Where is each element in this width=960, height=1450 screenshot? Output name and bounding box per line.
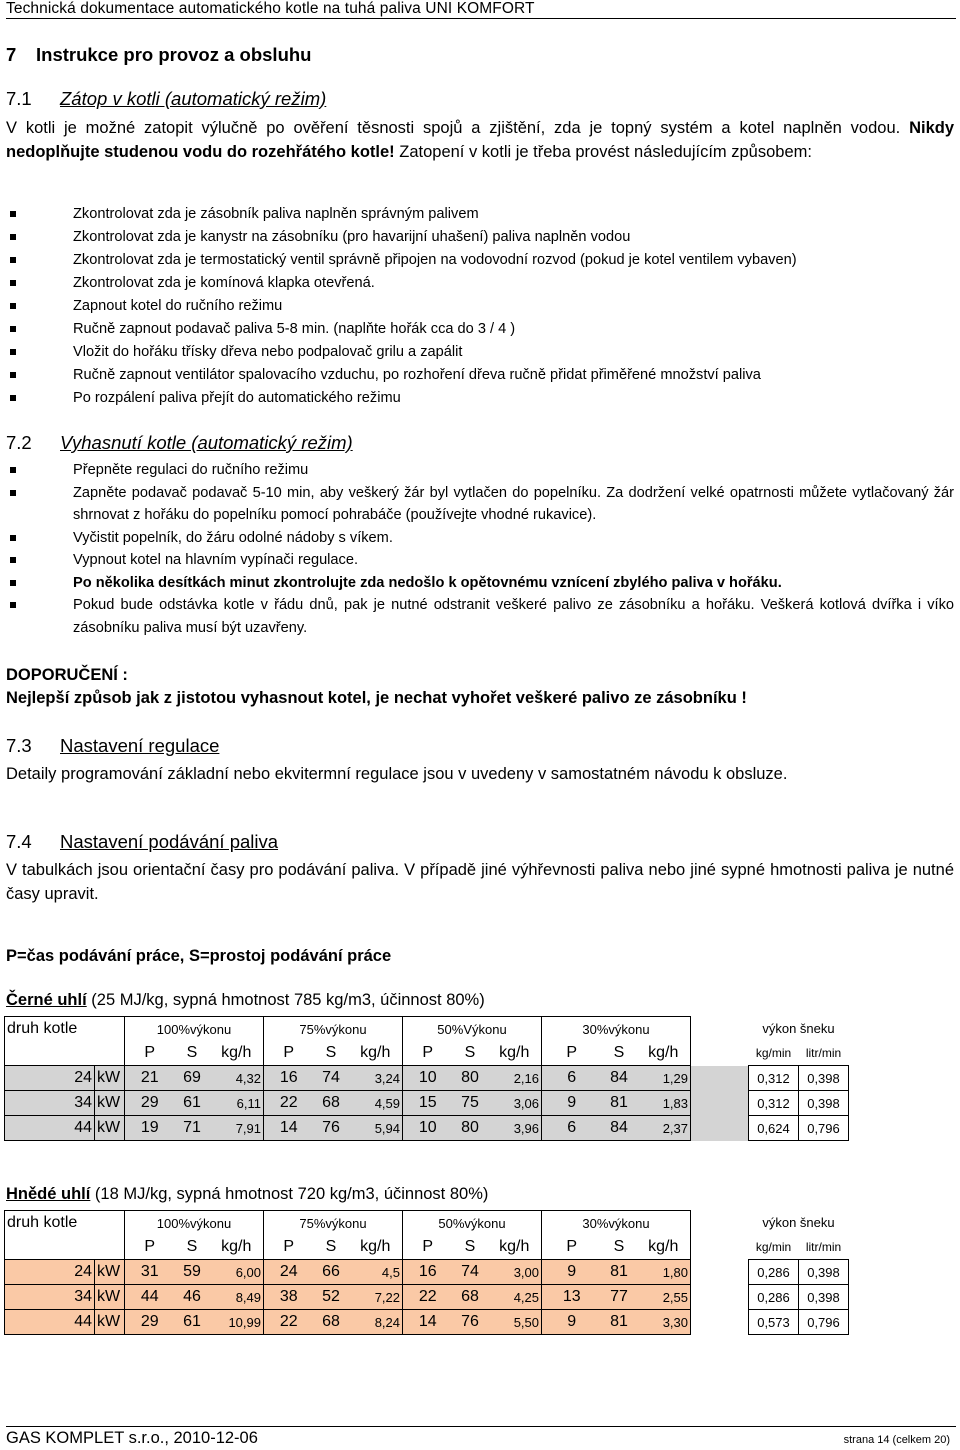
auger-kg-per-min-cell: 0,312 [749, 1066, 799, 1091]
kg-per-hour-cell: 7,22 [349, 1285, 403, 1310]
section-title: Zátop v kotli (automatický režim) [60, 88, 327, 109]
kg-per-hour-cell: 6,11 [210, 1091, 264, 1116]
feed-time-cell: 16 [264, 1066, 314, 1091]
blank-cell [5, 1041, 125, 1066]
feed-time-cell: 9 [542, 1091, 602, 1116]
section-7-4-heading [6, 831, 278, 853]
spacer-cell [691, 1116, 749, 1141]
kg-per-hour-cell: 3,00 [488, 1260, 542, 1285]
auger-litre-per-min-cell: 0,796 [799, 1116, 849, 1141]
list-item: Po několika desítkách minut zkontrolujte zda nedošlo k opětovnému vznícení zbylého paliva v hořáku. [6, 572, 954, 595]
intro-text-a: V kotli je možné zatopit výlučně po ověření těsnosti spojů a zjištění, zda je topný systém a kotel naplněn vodou. [6, 119, 901, 137]
pause-time-cell: 74 [314, 1066, 349, 1091]
pause-time-cell: 81 [602, 1260, 637, 1285]
startup-steps-list [6, 203, 954, 410]
kg-per-hour-header: kg/h [499, 1238, 530, 1255]
pause-time-header: S [464, 1238, 476, 1255]
feed-time-cell: 13 [542, 1285, 602, 1310]
feed-time-header: P [542, 1235, 602, 1260]
feeding-table-brown-coal [4, 1210, 849, 1335]
kg-per-hour-cell: 3,06 [488, 1091, 542, 1116]
litre-per-min-header: litr/min [805, 1240, 842, 1254]
pause-time-cell: 61 [175, 1310, 210, 1335]
kg-per-hour-header: kg/h [360, 1238, 391, 1255]
list-item: Pokud bude odstávka kotle v řádu dnů, pak je nutné odstranit veškeré palivo ze zásobníku a hořáku. Veškerá kotlová dvířka i víko zásobníku paliva musí být uzavřeny. [6, 594, 954, 639]
kg-per-hour-header: kg/h [637, 1041, 691, 1066]
section-7-heading [6, 44, 311, 66]
page-footer [6, 1426, 956, 1448]
feed-time-header: P [264, 1235, 314, 1260]
pause-time-header: S [613, 1044, 625, 1061]
pause-time-cell: 52 [314, 1285, 349, 1310]
feed-time-cell: 21 [125, 1066, 175, 1091]
kg-per-min-header: kg/min [755, 1240, 792, 1254]
table-row [5, 1116, 849, 1141]
section-7-3-text: Detaily programování základní nebo ekvitermní regulace jsou v uvedeny v samostatném návodu k obsluze. [6, 765, 788, 783]
auger-kg-per-min-cell: 0,286 [749, 1285, 799, 1310]
pause-time-cell: 75 [453, 1091, 488, 1116]
kg-per-hour-cell: 2,55 [637, 1285, 691, 1310]
table-row [5, 1310, 849, 1335]
section-7-4-text: V tabulkách jsou orientační časy pro podávání paliva. V případě jiné výhřevnosti paliva nebo jiné sypné hmotnosti paliva je nutné časy upravit. [6, 861, 954, 903]
feed-time-cell: 16 [403, 1260, 453, 1285]
table-row [5, 1091, 849, 1116]
feed-time-header: P [403, 1235, 453, 1260]
warning-text: Nikdy nedoplňujte studenou vodu do rozehřátého kotle! [6, 119, 955, 161]
litre-per-min-header: litr/min [805, 1046, 842, 1060]
kg-per-hour-header: kg/h [637, 1235, 691, 1260]
feed-time-cell: 38 [264, 1285, 314, 1310]
power-unit-cell: kW [95, 1310, 125, 1335]
boiler-power-cell: 24 [5, 1066, 95, 1091]
section-7-1-heading [6, 88, 326, 110]
recommendation-label: DOPORUČENÍ : [6, 666, 128, 684]
section-title: Vyhasnutí kotle (automatický režim) [60, 432, 353, 453]
pause-time-header: S [325, 1044, 337, 1061]
section-7-1-intro [6, 116, 954, 164]
kg-per-hour-cell: 3,96 [488, 1116, 542, 1141]
list-item: Zkontrolovat zda je termostatický ventil správně připojen na vodovodní rozvod (pokud je kotel ventilem vybaven) [6, 249, 954, 272]
auger-litre-per-min-cell: 0,398 [799, 1066, 849, 1091]
kg-per-hour-cell: 8,49 [210, 1285, 264, 1310]
feed-time-header: P [125, 1235, 175, 1260]
spacer-cell [691, 1235, 749, 1260]
kg-per-hour-cell: 3,24 [349, 1066, 403, 1091]
list-item: Zapnout kotel do ručního režimu [6, 295, 954, 318]
auger-litre-per-min-cell: 0,398 [799, 1091, 849, 1116]
table-subheader-row [5, 1041, 849, 1066]
kg-per-hour-cell: 7,91 [210, 1116, 264, 1141]
feed-time-header: P [264, 1041, 314, 1066]
feed-time-cell: 29 [125, 1310, 175, 1335]
feed-time-cell: 14 [264, 1116, 314, 1141]
power-level-header: 100%výkonu [125, 1017, 264, 1042]
boiler-power-cell: 34 [5, 1285, 95, 1310]
list-item: Ručně zapnout podavač paliva 5-8 min. (naplňte hořák cca do 3 / 4 ) [6, 318, 954, 341]
blank-cell [5, 1235, 125, 1260]
pause-time-cell: 68 [314, 1310, 349, 1335]
kg-per-hour-cell: 4,32 [210, 1066, 264, 1091]
pause-time-header: S [186, 1238, 198, 1255]
feed-time-cell: 6 [542, 1116, 602, 1141]
auger-litre-per-min-cell: 0,398 [799, 1285, 849, 1310]
spacer-cell [691, 1285, 749, 1310]
kg-per-hour-cell: 8,24 [349, 1310, 403, 1335]
auger-output-header: výkon šneku [762, 1021, 835, 1037]
spacer-cell [691, 1091, 749, 1116]
kg-per-hour-cell: 2,16 [488, 1066, 542, 1091]
pause-time-cell: 81 [602, 1310, 637, 1335]
kg-per-hour-cell: 1,80 [637, 1260, 691, 1285]
pause-time-cell: 61 [175, 1091, 210, 1116]
power-level-header: 30%výkonu [542, 1017, 691, 1042]
kg-per-hour-header: kg/h [221, 1238, 252, 1255]
pause-time-cell: 74 [453, 1260, 488, 1285]
fuel-spec: (25 MJ/kg, sypná hmotnost 785 kg/m3, účinnost 80%) [86, 991, 485, 1009]
pause-time-cell: 68 [453, 1285, 488, 1310]
table-header-row [5, 1017, 849, 1042]
pause-time-cell: 76 [453, 1310, 488, 1335]
feed-time-cell: 22 [264, 1310, 314, 1335]
power-level-header: 75%výkonu [264, 1017, 403, 1042]
kg-per-hour-cell: 10,99 [210, 1310, 264, 1335]
section-title: Nastavení podávání paliva [60, 831, 279, 852]
auger-kg-per-min-cell: 0,312 [749, 1091, 799, 1116]
feed-time-cell: 31 [125, 1260, 175, 1285]
section-title: Nastavení regulace [60, 735, 220, 756]
feed-time-header: P [403, 1041, 453, 1066]
pause-time-header: S [325, 1238, 337, 1255]
spacer-cell [691, 1310, 749, 1335]
page-number: strana 14 (celkem 20) [843, 1434, 950, 1446]
list-item: Přepněte regulaci do ručního režimu [6, 459, 954, 482]
boiler-power-cell: 34 [5, 1091, 95, 1116]
pause-time-header: S [186, 1044, 198, 1061]
kg-per-hour-cell: 4,59 [349, 1091, 403, 1116]
pause-time-cell: 80 [453, 1066, 488, 1091]
feed-time-cell: 10 [403, 1066, 453, 1091]
power-unit-cell: kW [95, 1116, 125, 1141]
power-level-header: 100%výkonu [125, 1211, 264, 1236]
pause-time-cell: 69 [175, 1066, 210, 1091]
power-level-header: 30%výkonu [542, 1211, 691, 1236]
kg-per-hour-header: kg/h [360, 1044, 391, 1061]
kg-per-hour-cell: 3,30 [637, 1310, 691, 1335]
spacer-cell [691, 1041, 749, 1066]
fuel-name: Hnědé uhlí [6, 1185, 91, 1203]
pause-time-cell: 81 [602, 1091, 637, 1116]
power-level-header: 75%výkonu [264, 1211, 403, 1236]
boiler-power-cell: 44 [5, 1116, 95, 1141]
boiler-power-cell: 44 [5, 1310, 95, 1335]
pause-time-cell: 80 [453, 1116, 488, 1141]
table-subheader-row [5, 1235, 849, 1260]
kg-per-hour-header: kg/h [499, 1044, 530, 1061]
table-row [5, 1066, 849, 1091]
auger-litre-per-min-cell: 0,796 [799, 1310, 849, 1335]
page-header: Technická dokumentace automatického kotle na tuhá paliva UNI KOMFORT [6, 0, 956, 19]
kg-per-min-header: kg/min [755, 1046, 792, 1060]
feed-time-cell: 6 [542, 1066, 602, 1091]
list-item: Zkontrolovat zda je komínová klapka otevřená. [6, 272, 954, 295]
boiler-power-cell: 24 [5, 1260, 95, 1285]
table-header-row [5, 1211, 849, 1236]
feed-time-cell: 44 [125, 1285, 175, 1310]
spacer-cell [691, 1260, 749, 1285]
footer-company: GAS KOMPLET s.r.o., 2010-12-06 [6, 1429, 258, 1447]
list-item: Zkontrolovat zda je zásobník paliva naplněn správným palivem [6, 203, 954, 226]
feed-time-header: P [125, 1041, 175, 1066]
power-level-header: 50%Výkonu [403, 1017, 542, 1042]
list-item: Zapněte podavač podavač 5-10 min, aby veškerý žár byl vytlačen do popelníku. Za dodržení velké opatrnosti můžete vytlačovaný žár shrnovat z hořáku do popelníku pomocí pohrabáče (používejte vhodné rukavice). [6, 482, 954, 527]
pause-time-cell: 84 [602, 1116, 637, 1141]
kg-per-hour-cell: 2,37 [637, 1116, 691, 1141]
feed-time-header: P [542, 1041, 602, 1066]
shutdown-steps-list [6, 459, 954, 639]
section-number: 7.4 [6, 831, 32, 852]
table-2-title [6, 1185, 488, 1204]
pause-time-header: S [613, 1238, 625, 1255]
feed-time-cell: 19 [125, 1116, 175, 1141]
auger-litre-per-min-cell: 0,398 [799, 1260, 849, 1285]
feed-time-cell: 24 [264, 1260, 314, 1285]
auger-kg-per-min-cell: 0,624 [749, 1116, 799, 1141]
list-item: Po rozpálení paliva přejít do automatického režimu [6, 387, 954, 410]
list-item: Vypnout kotel na hlavním vypínači regulace. [6, 549, 954, 572]
power-unit-cell: kW [95, 1066, 125, 1091]
pause-time-cell: 84 [602, 1066, 637, 1091]
pause-time-cell: 71 [175, 1116, 210, 1141]
pause-time-cell: 76 [314, 1116, 349, 1141]
power-unit-cell: kW [95, 1285, 125, 1310]
feed-time-cell: 9 [542, 1260, 602, 1285]
pause-time-cell: 46 [175, 1285, 210, 1310]
recommendation-text: Nejlepší způsob jak z jistotou vyhasnout kotel, je nechat vyhořet veškeré palivo ze zásobníku ! [6, 689, 747, 707]
kg-per-hour-cell: 4,25 [488, 1285, 542, 1310]
section-number: 7.3 [6, 735, 32, 756]
table-row [5, 1285, 849, 1310]
section-number: 7 [6, 44, 17, 65]
feed-time-cell: 14 [403, 1310, 453, 1335]
power-unit-cell: kW [95, 1260, 125, 1285]
pause-time-cell: 59 [175, 1260, 210, 1285]
table-1-title [6, 991, 485, 1010]
section-number: 7.1 [6, 88, 32, 109]
kg-per-hour-cell: 5,94 [349, 1116, 403, 1141]
fuel-spec: (18 MJ/kg, sypná hmotnost 720 kg/m3, účinnost 80%) [90, 1185, 489, 1203]
pause-time-cell: 66 [314, 1260, 349, 1285]
feed-time-cell: 22 [264, 1091, 314, 1116]
list-item: Zkontrolovat zda je kanystr na zásobníku (pro havarijní uhašení) paliva naplněn vodou [6, 226, 954, 249]
table-row [5, 1260, 849, 1285]
feed-time-cell: 10 [403, 1116, 453, 1141]
table-legend: P=čas podávání práce, S=prostoj podávání práce [6, 947, 392, 965]
spacer-cell [691, 1017, 749, 1042]
feed-time-cell: 15 [403, 1091, 453, 1116]
section-7-2-heading [6, 432, 353, 454]
intro-text-b: Zatopení v kotli je třeba provést následujícím způsobem: [394, 143, 812, 161]
list-item: Vyčistit popelník, do žáru odolné nádoby s víkem. [6, 527, 954, 550]
list-item: Vložit do hořáku třísky dřeva nebo podpalovač grilu a zapálit [6, 341, 954, 364]
kg-per-hour-cell: 1,29 [637, 1066, 691, 1091]
list-item: Ručně zapnout ventilátor spalovacího vzduchu, po rozhoření dřeva ručně přidat přiměřené množství paliva [6, 364, 954, 387]
kg-per-hour-cell: 1,83 [637, 1091, 691, 1116]
pause-time-header: S [464, 1044, 476, 1061]
boiler-type-header: druh kotle [5, 1017, 125, 1042]
kg-per-hour-cell: 5,50 [488, 1310, 542, 1335]
feed-time-cell: 9 [542, 1310, 602, 1335]
boiler-type-header: druh kotle [5, 1211, 125, 1236]
kg-per-hour-cell: 4,5 [349, 1260, 403, 1285]
auger-kg-per-min-cell: 0,286 [749, 1260, 799, 1285]
feed-time-cell: 29 [125, 1091, 175, 1116]
fuel-name: Černé uhlí [6, 991, 87, 1009]
section-title: Instrukce pro provoz a obsluhu [36, 44, 312, 65]
kg-per-hour-cell: 6,00 [210, 1260, 264, 1285]
spacer-cell [691, 1211, 749, 1236]
auger-output-header: výkon šneku [762, 1215, 835, 1231]
kg-per-hour-header: kg/h [221, 1044, 252, 1061]
power-level-header: 50%výkonu [403, 1211, 542, 1236]
feeding-table-black-coal [4, 1016, 849, 1141]
section-7-3-heading [6, 735, 219, 757]
power-unit-cell: kW [95, 1091, 125, 1116]
feed-time-cell: 22 [403, 1285, 453, 1310]
section-number: 7.2 [6, 432, 32, 453]
spacer-cell [691, 1066, 749, 1091]
pause-time-cell: 77 [602, 1285, 637, 1310]
auger-kg-per-min-cell: 0,573 [749, 1310, 799, 1335]
pause-time-cell: 68 [314, 1091, 349, 1116]
